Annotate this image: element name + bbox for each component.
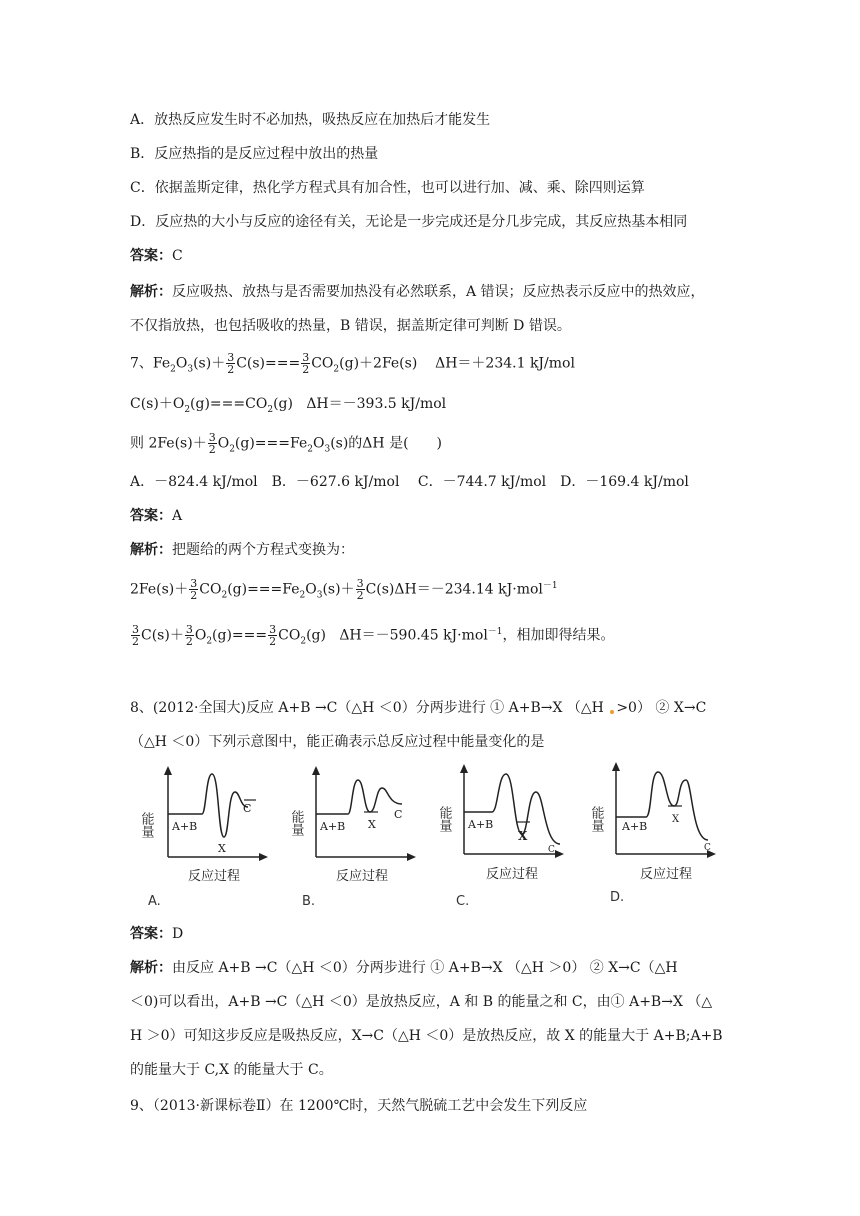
fraction-3-2: $\frac{3}{2}$ bbox=[302, 351, 310, 376]
q7-equation-2: $C(s)+O_2(g)===CO_2(g)$ ΔH＝－393.5 kJ/mol bbox=[130, 396, 447, 415]
dot-mark bbox=[610, 710, 614, 714]
label-ab: A+B bbox=[320, 820, 346, 833]
analysis-label: 解析： bbox=[130, 960, 172, 976]
q7-question: 则 2Fe(s)＋ $\frac{3}{2}$ $O_2(g)===Fe_2O_3(s)$的ΔH 是( ) bbox=[130, 431, 443, 456]
q7-equation-1: 7、$Fe_2O_3(s)+$ $\frac{3}{2}$ C(s)=== $\frac{3}{2}$ $CO_2(g)+2Fe(s)$ ΔH＝＋234.1 kJ/mol bbox=[130, 351, 575, 376]
q8-stem-line1 bbox=[130, 698, 740, 718]
analysis-label: 解析： bbox=[130, 284, 172, 300]
label-c: C bbox=[243, 802, 252, 815]
label-ab: A+B bbox=[172, 820, 198, 833]
fraction-3-2: $\frac{3}{2}$ bbox=[356, 577, 364, 603]
q8-analysis-line2: ＜0)可以看出，A+B →C（△H ＜0）是放热反应，A 和 B 的能量之和 C，由① A+B→X （△ bbox=[130, 994, 713, 1010]
energy-diagram-b bbox=[288, 762, 422, 916]
option-letter: D. bbox=[610, 890, 625, 905]
q6-analysis-line2: 不仅指放热，也包括吸收的热量，B 错误，据盖斯定律可判断 D 错误。 bbox=[130, 318, 571, 334]
label-c: C bbox=[704, 843, 711, 853]
fraction-3-2: $\frac{3}{2}$ bbox=[190, 577, 198, 603]
analysis-text: ，相加即得结果。 bbox=[502, 627, 615, 644]
xlabel: 反应过程 bbox=[336, 869, 389, 884]
label-x: X bbox=[218, 842, 226, 855]
ylabel: 能量 bbox=[436, 806, 452, 832]
diagram-a-svg bbox=[140, 762, 270, 912]
energy-diagram-c bbox=[436, 762, 570, 916]
analysis-text: 反应吸热、放热与是否需要加热没有必然联系，A 错误；反应热表示反应中的热效应， bbox=[172, 284, 705, 300]
q8-analysis-line3: H ＞0）可知这步反应是吸热反应，X→C（△H ＜0）是放热反应，故 X 的能量大于 A+B;A+B bbox=[130, 1028, 723, 1044]
stem-text: >0） ② X→C bbox=[616, 700, 707, 716]
xlabel: 反应过程 bbox=[486, 867, 539, 882]
diagram-c-svg bbox=[436, 762, 570, 912]
q7-analysis-line1 bbox=[130, 540, 740, 560]
label-x: X bbox=[518, 829, 528, 843]
q6-option-b: B．反应热指的是反应过程中放出的热量 bbox=[130, 146, 379, 162]
label-x: X bbox=[672, 814, 680, 825]
q6-option-d: D．反应热的大小与反应的途径有关，无论是一步完成还是分几步完成，其反应热基本相同 bbox=[130, 214, 688, 230]
eq-text: 是( ) bbox=[389, 435, 443, 452]
q6-analysis-line1 bbox=[130, 282, 740, 302]
answer-label: 答案： bbox=[130, 248, 172, 264]
q8-analysis-line4: 的能量大于 C,X 的能量大于 C。 bbox=[130, 1062, 333, 1078]
answer-value: A bbox=[172, 508, 183, 524]
ylabel: 能量 bbox=[288, 810, 304, 836]
xlabel: 反应过程 bbox=[188, 869, 241, 884]
enthalpy-value: ΔH＝＋234.1 kJ/mol bbox=[435, 355, 575, 372]
q7-analysis-eq2: $\frac{3}{2}$ C(s)＋ $\frac{3}{2}$ $O_2(g)===$ $\frac{3}{2}$ $CO_2(g)$ ΔH＝－590.45 kJ·mol$^{-1}$，相加即得结果。 bbox=[132, 623, 615, 649]
answer-value: D bbox=[172, 926, 184, 942]
enthalpy-value: ΔH＝－393.5 kJ/mol bbox=[306, 396, 447, 412]
ylabel: 能量 bbox=[138, 812, 154, 838]
option-letter: A. bbox=[148, 894, 161, 909]
answer-label: 答案： bbox=[130, 926, 172, 942]
enthalpy-value: ΔH＝－590.45 kJ·mol bbox=[339, 627, 488, 644]
label-c: C bbox=[394, 808, 403, 821]
eq-text: C(s)＋O bbox=[130, 396, 185, 412]
q8-stem-line2: （△H ＜0）下列示意图中，能正确表示总反应过程中能量变化的是 bbox=[130, 734, 545, 750]
energy-diagram-d bbox=[590, 762, 720, 916]
q6-option-a: A．放热反应发生时不必加热，吸热反应在加热后才能发生 bbox=[130, 112, 491, 128]
fraction-3-2: $\frac{3}{2}$ bbox=[208, 431, 216, 456]
label-ab: A+B bbox=[468, 818, 494, 831]
energy-diagram-a bbox=[140, 762, 270, 916]
analysis-text: 由反应 A+B →C（△H ＜0）分两步进行 ① A+B→X （△H ＞0） ② X→C（△H bbox=[172, 960, 678, 976]
q7-analysis-eq1: 2Fe(s)＋ $\frac{3}{2}$ $CO_2(g)===Fe_2O_3(s)+$ $\frac{3}{2}$ C(s)ΔH＝－234.14 kJ·mol$^{-1}$ bbox=[130, 577, 558, 603]
analysis-label: 解析： bbox=[130, 542, 172, 558]
xlabel: 反应过程 bbox=[640, 867, 693, 882]
fraction-3-2: $\frac{3}{2}$ bbox=[132, 623, 139, 649]
eq-text: 7、Fe bbox=[130, 355, 171, 372]
analysis-text: 把题给的两个方程式变换为： bbox=[172, 542, 354, 558]
enthalpy-value: ΔH＝－234.14 kJ·mol bbox=[394, 581, 543, 598]
ylabel: 能量 bbox=[588, 806, 604, 832]
q8-answer bbox=[130, 924, 740, 944]
answer-value: C bbox=[172, 248, 183, 264]
option-letter: C. bbox=[456, 894, 470, 909]
fraction-3-2: $\frac{3}{2}$ bbox=[269, 623, 277, 649]
label-c: C bbox=[548, 845, 555, 855]
eq-text: 则 2Fe(s)＋ bbox=[130, 435, 207, 452]
label-ab: A+B bbox=[622, 820, 648, 833]
option-letter: B. bbox=[302, 894, 316, 909]
diagram-b-svg bbox=[288, 762, 422, 912]
q6-option-c: C．依据盖斯定律，热化学方程式具有加合性，也可以进行加、减、乘、除四则运算 bbox=[130, 180, 645, 196]
fraction-3-2: $\frac{3}{2}$ bbox=[185, 623, 193, 649]
q6-answer bbox=[130, 246, 740, 266]
q9-stem-line1: 9、（2013·新课标卷Ⅱ）在 1200℃时，天然气脱硫工艺中会发生下列反应 bbox=[130, 1098, 588, 1114]
q7-options: A．－824.4 kJ/mol B．－627.6 kJ/mol C．－744.7 kJ/mol D．－169.4 kJ/mol bbox=[130, 474, 689, 490]
q7-answer bbox=[130, 506, 740, 526]
answer-label: 答案： bbox=[130, 508, 172, 524]
stem-text: 8、(2012·全国大)反应 A+B →C（△H ＜0）分两步进行 ① A+B→X （△H bbox=[130, 700, 609, 716]
fraction-3-2: $\frac{3}{2}$ bbox=[227, 351, 235, 376]
label-x: X bbox=[368, 818, 376, 831]
q8-analysis-line1 bbox=[130, 958, 740, 978]
